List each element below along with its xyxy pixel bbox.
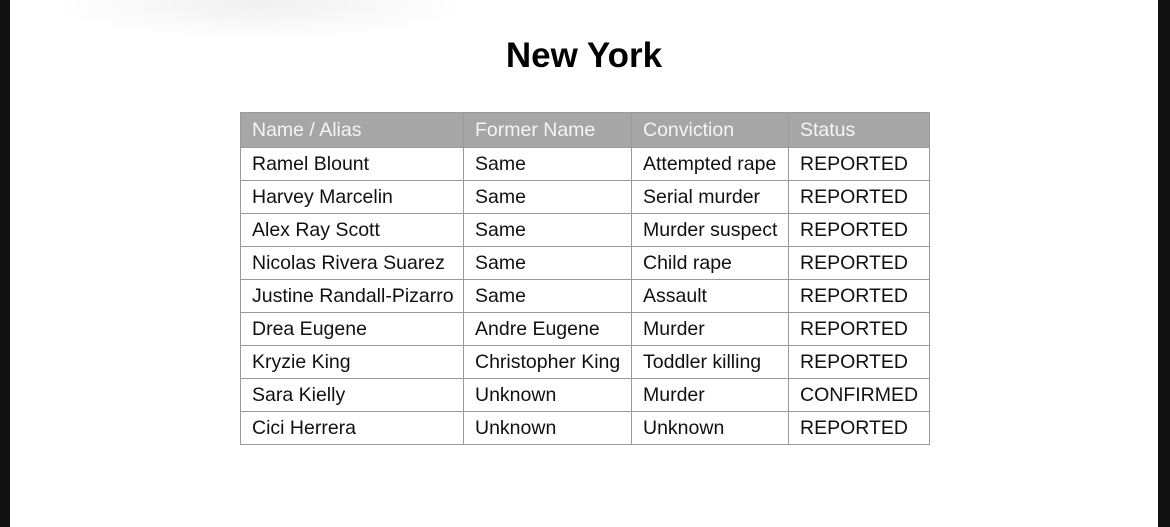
cell-status: REPORTED [789, 214, 930, 247]
cell-former-name: Same [464, 148, 632, 181]
cell-conviction: Assault [632, 280, 789, 313]
cell-former-name: Unknown [464, 379, 632, 412]
cell-former-name: Same [464, 247, 632, 280]
cell-name: Ramel Blount [241, 148, 464, 181]
cell-status: REPORTED [789, 280, 930, 313]
cell-status: REPORTED [789, 346, 930, 379]
cell-former-name: Same [464, 181, 632, 214]
cell-former-name: Andre Eugene [464, 313, 632, 346]
cell-name: Justine Randall-Pizarro [241, 280, 464, 313]
cell-former-name: Christopher King [464, 346, 632, 379]
cell-conviction: Murder [632, 379, 789, 412]
cell-status: REPORTED [789, 181, 930, 214]
cell-name: Nicolas Rivera Suarez [241, 247, 464, 280]
cell-former-name: Unknown [464, 412, 632, 445]
column-header-former-name: Former Name [464, 113, 632, 148]
table-header-row [241, 113, 930, 148]
cell-name: Drea Eugene [241, 313, 464, 346]
table-row [241, 412, 930, 445]
table-row [241, 181, 930, 214]
column-header-status: Status [789, 113, 930, 148]
cell-name: Kryzie King [241, 346, 464, 379]
registry-table [240, 112, 930, 445]
cell-name: Sara Kielly [241, 379, 464, 412]
cell-conviction: Toddler killing [632, 346, 789, 379]
cell-conviction: Murder [632, 313, 789, 346]
cell-status: REPORTED [789, 313, 930, 346]
cell-former-name: Same [464, 214, 632, 247]
page-shadow [50, 0, 470, 40]
cell-status: REPORTED [789, 247, 930, 280]
cell-conviction: Child rape [632, 247, 789, 280]
cell-conviction: Murder suspect [632, 214, 789, 247]
cell-name: Alex Ray Scott [241, 214, 464, 247]
table-row [241, 346, 930, 379]
cell-status: REPORTED [789, 412, 930, 445]
cell-conviction: Attempted rape [632, 148, 789, 181]
cell-name: Cici Herrera [241, 412, 464, 445]
cell-status: REPORTED [789, 148, 930, 181]
table-row [241, 247, 930, 280]
table-row [241, 313, 930, 346]
page-title: New York [505, 36, 663, 75]
table-row [241, 148, 930, 181]
cell-name: Harvey Marcelin [241, 181, 464, 214]
column-header-conviction: Conviction [632, 113, 789, 148]
cell-conviction: Serial murder [632, 181, 789, 214]
document-page [10, 0, 1158, 527]
table-row [241, 214, 930, 247]
cell-status: CONFIRMED [789, 379, 930, 412]
table-row [241, 280, 930, 313]
table-row [241, 379, 930, 412]
cell-conviction: Unknown [632, 412, 789, 445]
cell-former-name: Same [464, 280, 632, 313]
column-header-name: Name / Alias [241, 113, 464, 148]
